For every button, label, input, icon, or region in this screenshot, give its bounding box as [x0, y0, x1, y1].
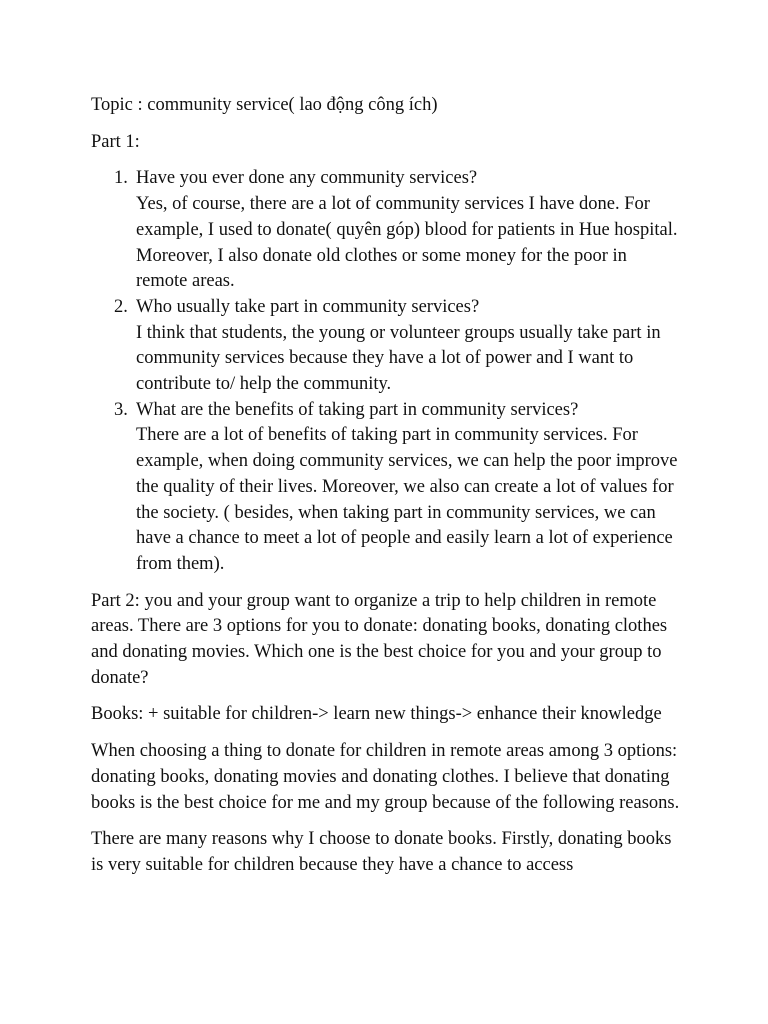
list-number: 1.	[114, 168, 128, 189]
answer-text: I think that students, the young or volunteer groups usually take part in community services because they have a lot of power and I want to contribute to/ help the community.	[136, 322, 661, 395]
list-item	[114, 166, 681, 295]
list-number: 3.	[114, 399, 128, 420]
answer-text: Yes, of course, there are a lot of community services I have done. For example, I used to donate( quyên góp) blood for patients in Hue hospital. Moreover, I also donate old clothes or some money for the poor in remote areas.	[136, 194, 678, 292]
list-item	[114, 398, 681, 578]
books-note: Books: + suitable for children-> learn new things-> enhance their knowledge	[91, 704, 662, 725]
part1-question-list	[91, 166, 681, 577]
question-text: What are the benefits of taking part in community services?	[136, 399, 579, 420]
answer-text: There are a lot of benefits of taking part in community services. For example, when doing community services, we can help the poor improve the quality of their lives. Moreover, we also can create a lot of values for the society. ( besides, when taking part in community services, we can have a chance to meet a lot of people and easily learn a lot of experience from them).	[136, 425, 678, 574]
question-text: Who usually take part in community services?	[136, 296, 480, 317]
list-number: 2.	[114, 296, 128, 317]
reasons-paragraph: There are many reasons why I choose to donate books. Firstly, donating books is very suitable for children because they have a chance to access	[91, 829, 672, 875]
topic-line: Topic : community service( lao động công ích)	[91, 95, 438, 115]
list-item	[114, 295, 681, 398]
question-text: Have you ever done any community services?	[136, 168, 478, 189]
document-page	[91, 93, 681, 890]
part1-heading: Part 1:	[91, 131, 140, 152]
part2-prompt: Part 2: you and your group want to organize a trip to help children in remote areas. There are 3 options for you to donate: donating books, donating clothes and donating movies. Which one is the best choice for you and your group to donate?	[91, 590, 668, 688]
intro-paragraph: When choosing a thing to donate for children in remote areas among 3 options: donating books, donating movies and donating clothes. I believe that donating books is the best choice for me and my group because of the following reasons.	[91, 741, 680, 813]
